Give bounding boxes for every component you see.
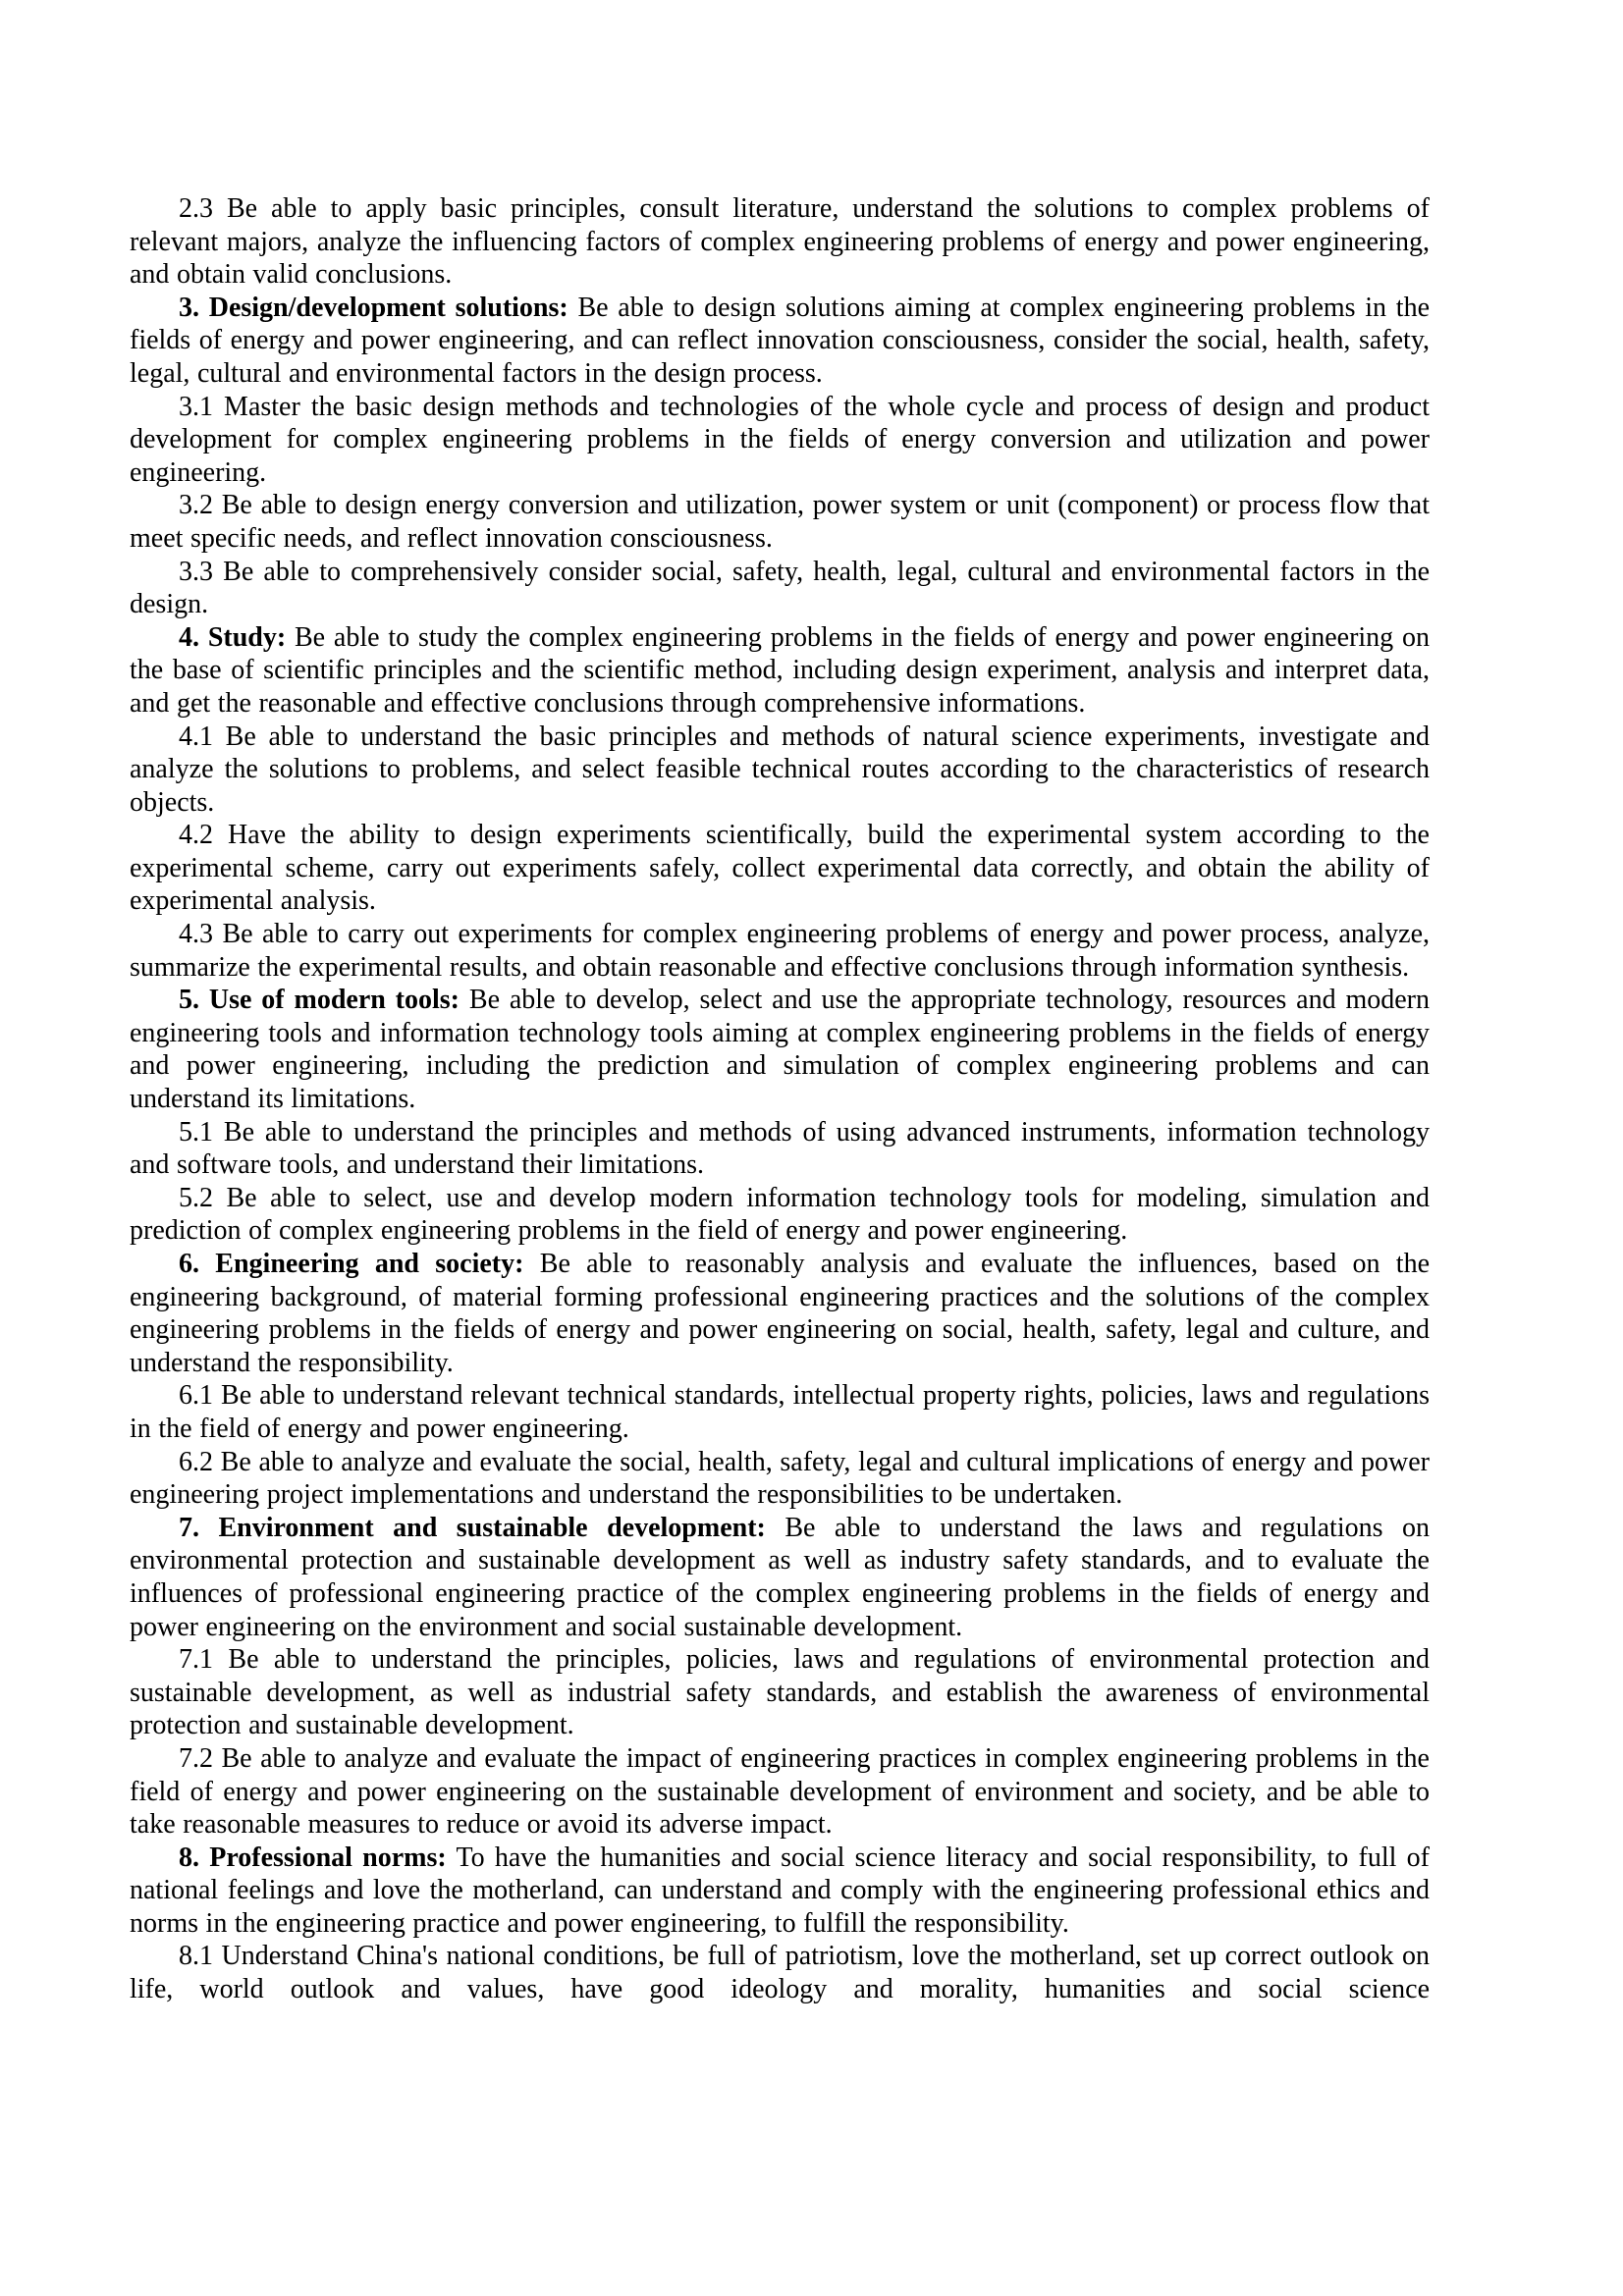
- paragraph-text: 4.2 Have the ability to design experiments scientifically, build the experimental system according to the experimental scheme, carry out experiments safely, collect experimental data correctly, and obtain the ability of experimental analysis.: [130, 820, 1430, 917]
- paragraph: [130, 918, 1430, 984]
- paragraph: [130, 1116, 1430, 1182]
- paragraph-text: 3.3 Be able to comprehensively consider social, safety, health, legal, cultural and environmental factors in the design.: [130, 556, 1430, 620]
- paragraph: [130, 1643, 1430, 1742]
- paragraph: [130, 1379, 1430, 1445]
- paragraph: [130, 984, 1430, 1115]
- paragraph: [130, 1182, 1430, 1248]
- paragraph-lead: 4. Study:: [179, 621, 287, 653]
- paragraph-text: 5.2 Be able to select, use and develop modern information technology tools for modeling, simulation and prediction of complex engineering problems in the field of energy and power engineering.: [130, 1182, 1430, 1247]
- paragraph-text: Be able to develop, select and use the appropriate technology, resources and modern engineering tools and information technology tools aiming at complex engineering problems in the fields of energy and power engineering, including the prediction and simulation of complex engineering problems and can understand its limitations.: [130, 985, 1430, 1115]
- paragraph-lead: 3. Design/development solutions:: [179, 292, 568, 323]
- paragraph: [130, 292, 1430, 391]
- paragraph-text: 8.1 Understand China's national conditions, be full of patriotism, love the motherland, set up correct outlook on life, world outlook and values, have good ideology and morality, humanities and social science: [130, 1941, 1430, 2005]
- paragraph-lead: 5. Use of modern tools:: [179, 985, 460, 1016]
- paragraph: [130, 1940, 1430, 2005]
- paragraph-text: 6.1 Be able to understand relevant technical standards, intellectual property rights, policies, laws and regulations in the field of energy and power engineering.: [130, 1380, 1430, 1444]
- paragraph: [130, 556, 1430, 621]
- paragraph: [130, 391, 1430, 490]
- paragraph: [130, 1842, 1430, 1941]
- paragraph: [130, 1512, 1430, 1643]
- paragraph-text: To have the humanities and social science literacy and social responsibility, to full of national feelings and love the motherland, can understand and comply with the engineering professional ethics and norms in the engineering practice and power engineering, to fulfill the responsibility.: [130, 1842, 1430, 1939]
- paragraph-text: 2.3 Be able to apply basic principles, consult literature, understand the solutions to complex problems of relevant majors, analyze the influencing factors of complex engineering problems of energy and power engineering, and obtain valid conclusions.: [130, 193, 1430, 291]
- paragraph-text: 3.1 Master the basic design methods and technologies of the whole cycle and process of design and product development for complex engineering problems in the fields of energy conversion and utilization and power engineering.: [130, 391, 1430, 488]
- paragraph: [130, 621, 1430, 721]
- paragraph: [130, 489, 1430, 555]
- paragraph-text: Be able to reasonably analysis and evaluate the influences, based on the engineering background, of material forming professional engineering practices and the solutions of the complex engineering problems in the fields of energy and power engineering on social, health, safety, legal and culture, and understand the responsibility.: [130, 1249, 1430, 1378]
- paragraph: [130, 721, 1430, 820]
- paragraph-text: 6.2 Be able to analyze and evaluate the social, health, safety, legal and cultural implications of energy and power engineering project implementations and understand the responsibilities to be undertaken.: [130, 1446, 1430, 1511]
- paragraph: [130, 192, 1430, 292]
- paragraph-text: 7.2 Be able to analyze and evaluate the impact of engineering practices in complex engineering problems in the field of energy and power engineering on the sustainable development of environment and society, and be able to take reasonable measures to reduce or avoid its adverse impact.: [130, 1742, 1430, 1841]
- paragraph-text: Be able to understand the laws and regulations on environmental protection and sustainable development as well as industry safety standards, and to evaluate the influences of professional engineering practice of the complex engineering problems in the fields of energy and power engineering on the environment and social sustainable development.: [130, 1512, 1430, 1642]
- paragraph-lead: 6. Engineering and society:: [179, 1249, 524, 1279]
- paragraph-text: 4.3 Be able to carry out experiments for complex engineering problems of energy and power process, analyze, summarize the experimental results, and obtain reasonable and effective conclusions through information synthesis.: [130, 919, 1430, 983]
- paragraph-text: Be able to study the complex engineering problems in the fields of energy and power engineering on the base of scientific principles and the scientific method, including design experiment, analysis and interpret data, and get the reasonable and effective conclusions through comprehensive informations.: [130, 621, 1430, 719]
- paragraph-text: 4.1 Be able to understand the basic principles and methods of natural science experiments, investigate and analyze the solutions to problems, and select feasible technical routes according to the characteristics of research objects.: [130, 721, 1430, 818]
- paragraph-lead: 7. Environment and sustainable development:: [179, 1512, 766, 1543]
- page-text: [130, 192, 1430, 2006]
- paragraph-text: 3.2 Be able to design energy conversion and utilization, power system or unit (component) or process flow that meet specific needs, and reflect innovation consciousness.: [130, 490, 1430, 554]
- paragraph-lead: 8. Professional norms:: [179, 1842, 447, 1873]
- paragraph-text: 5.1 Be able to understand the principles and methods of using advanced instruments, information technology and software tools, and understand their limitations.: [130, 1116, 1430, 1181]
- paragraph: [130, 1742, 1430, 1842]
- paragraph-text: 7.1 Be able to understand the principles, policies, laws and regulations of environmental protection and sustainable development, as well as industrial safety standards, and establish the awareness of environmental protection and sustainable development.: [130, 1644, 1430, 1741]
- paragraph: [130, 1248, 1430, 1379]
- paragraph: [130, 1446, 1430, 1512]
- paragraph-text: Be able to design solutions aiming at complex engineering problems in the fields of energy and power engineering, and can reflect innovation consciousness, consider the social, health, safety, legal, cultural and environmental factors in the design process.: [130, 292, 1430, 389]
- paragraph: [130, 819, 1430, 918]
